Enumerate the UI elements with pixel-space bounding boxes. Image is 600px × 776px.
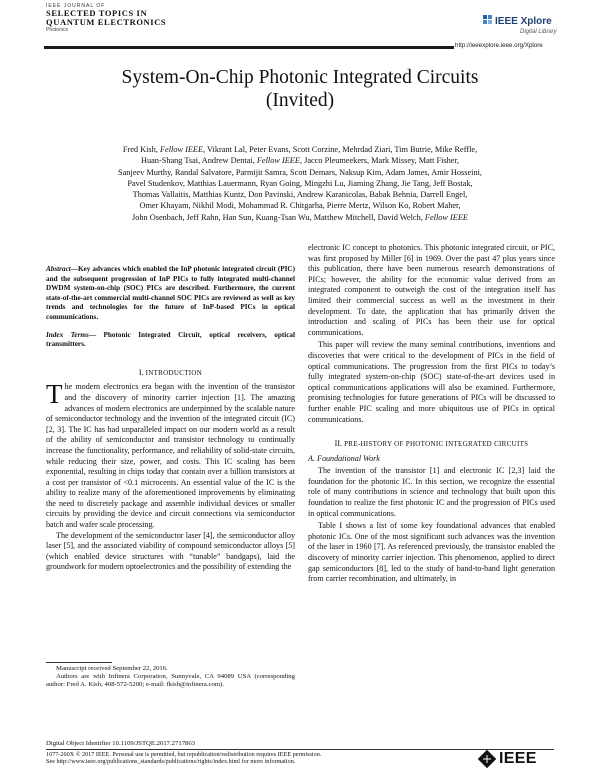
subsection-title: Foundational Work (317, 453, 380, 463)
subsection-heading (308, 454, 555, 465)
journal-name-line1: SELECTED TOPICS IN (46, 8, 148, 18)
author-honorific: Fellow IEEE (256, 156, 300, 166)
subsection-label: A. (308, 453, 315, 463)
ieee-logo-text: IEEE (499, 750, 537, 767)
abstract (46, 265, 295, 323)
drop-cap: T (46, 379, 63, 410)
author-names: Sanjeev Murthy, Randal Salvatore, Parmijit Samra, Scott Demars, Naksup Kim, Adam James, Amir Hosseini, (117, 167, 482, 177)
doi: Digital Object Identifier 10.1109/JSTQE.2017.2717863 (46, 740, 196, 747)
header-rule (44, 46, 454, 49)
section-title: INTRODUCTION (145, 368, 203, 377)
footnote-line-1: Manuscript received September 22, 2016. (56, 665, 168, 672)
author-line (70, 212, 530, 223)
ieee-xplore-logo (482, 12, 562, 40)
author-line (70, 200, 530, 211)
section-number: II. (334, 439, 343, 449)
footnote (46, 665, 295, 690)
author-line (70, 189, 530, 200)
right-paragraph-2: This paper will review the many seminal contributions, inventions and discoveries that were critical to the development of PICs in the field of optical communications. The progression from the first PICs to today’s fully integrated system-on-chip (SOC) state-of-the-art devices used in optical communications applications will also be examined. Furthermore, promising technologies for future generations of PICs will be discussed to further enable PIC scaling and more ubiquitous use of PICs in optical communications. (308, 340, 555, 424)
right-paragraph-1: electronic IC concept to photonics. This photonic integrated circuit, or PIC, was first proposed by Miller [6] in 1969. Over the past 47 plus years since this publication, there have been numerous research demonstrations of PICs; however, the ability for the economic value derived from an integrated component to outweigh the cost of the integration itself has limited their commercial success as well as the investment in their development. To date, the application that has primarily driven the introduction and scaling of PICs has been their use for optical communications. (308, 243, 555, 337)
section-heading-prehistory (308, 439, 555, 450)
index-terms (46, 331, 295, 350)
author-names: Omer Khayam, Nikhil Modi, Mohammad R. Chitgarha, Pierre Mertz, Wilson Ko, Robert Maher, (139, 201, 461, 211)
paper-title (40, 66, 560, 112)
copyright-line-2[interactable]: See http://www.ieee.org/publications_standards/publications/rights/index.html for more information. (46, 758, 296, 766)
abstract-label: Abstract (46, 265, 71, 273)
author-honorific: Fellow IEEE (424, 212, 468, 222)
index-terms-label: Index Terms (46, 330, 89, 339)
author-names: Fred Kish, (122, 145, 160, 154)
journal-tag: IEEE JOURNAL OF (46, 3, 106, 9)
ieee-diamond-icon (478, 750, 496, 768)
author-names: , Jacco Pleumeekers, Mark Missey, Matt Fisher, (299, 156, 459, 166)
author-list (70, 144, 530, 223)
author-line (70, 178, 530, 189)
title-line1: System-On-Chip Photonic Integrated Circuits (121, 67, 479, 88)
author-names: , Vikrant Lal, Peter Evans, Scott Corzine, Mehrdad Ziari, Tim Butrie, Mike Reffle, (203, 145, 478, 154)
title-line2: (Invited) (265, 90, 335, 111)
xplore-brand: IEEE Xplore (495, 16, 552, 27)
footnote-rule (46, 662, 112, 663)
copyright (46, 751, 446, 766)
author-honorific: Fellow IEEE (159, 145, 204, 154)
copyright-line-1: 1077-260X © 2017 IEEE. Personal use is permitted, but republication/redistribution requires IEEE permission. (46, 751, 322, 758)
section-heading-intro (46, 368, 295, 379)
author-names: Pavel Studenkov, Matthias Lauermann, Ryan Going, Mingzhi Lu, Jiaming Zhang, Jie Tang, Jeff Bostak, (127, 178, 473, 188)
author-names: John Osenbach, Jeff Rahn, Han Sun, Kuang-Tsan Wu, Matthew Mitchell, David Welch, (132, 212, 425, 222)
footnote-line-2: Authors are with Infinera Corporation, Sunnyvale, CA 94089 USA (corresponding author: Fred A. Kish; 408-572-5200; e-mail: fkish@infinera.com). (46, 673, 295, 689)
author-line (70, 167, 530, 178)
right-paragraph-4: Table I shows a list of some key foundational advances that enabled photonic ICs. One of the most significant such advances was the invention of the laser in 1960 [7]. As referenced previously, the transistor enabled the discovery of minority carrier injection. This phenomenon, applied to direct gap semiconductors [8], led to the study of band-to-band light generation from carrier recombination, and ultimately, in (308, 521, 555, 584)
author-line (70, 155, 530, 166)
author-line (70, 144, 530, 155)
left-column (46, 263, 295, 573)
ieee-logo (478, 748, 556, 770)
index-terms-text: — Photonic Integrated Circuit, optical receivers, optical transmitters. (46, 330, 295, 349)
intro-paragraph-1-text: he modern electronics era began with the invention of the transistor and the discovery of minority carrier injection [1]. The amazing advances of modern electronics are underpinned by the scalable nature of semiconductor technology and the invention of the integrated circuit (IC) [2, 3]. The IC has had unparalleled impact on our modern world as a result of the ability of semiconductor and transistor technology to continually increase the functionality, performance, and reliability of solid-state circuits, while reducing their size, power, and costs. This IC scaling has been exponential, resulting in chips today that contain over a billion transistors at a cost per transistor of <0.1 microcents. An essential value of the IC is the ability to realize many of the aforementioned improvements by eliminating the need to discretely package and assemble individual devices or smaller circuits by providing the device and circuit connections via semiconductor batch and wafer scale processing. (46, 382, 295, 530)
xplore-logo-graphic (482, 12, 562, 40)
right-paragraph-3: The invention of the transistor [1] and electronic IC [2,3] laid the foundation for the photonic IC. In this section, we recognize the essential role of many contributions in science and technology that built upon this foundation to realize the first photonic IC and the progression of PICs used in optical communications. (308, 466, 555, 518)
xplore-sub: Digital Library (520, 29, 557, 35)
section-title: PRE-HISTORY OF PHOTONIC INTEGRATED CIRCUITS (344, 440, 529, 449)
right-column (308, 243, 555, 585)
author-names: Huan-Shang Tsai, Andrew Dentai, (140, 156, 257, 166)
abstract-text: —Key advances which enabled the InP photonic integrated circuit (PIC) and the subsequent progression of InP PICs to fully integrated multi-channel DWDM system-on-chip (SOC) PICs are described. Furthermore, the current state-of-the-art commercial multi-channel SOC PICs are reviewed as well as key trends and technologies for the future of InP-based PICs in optical communications. (46, 265, 295, 321)
intro-paragraph-1 (46, 379, 295, 530)
publisher-small: Photonics (46, 27, 68, 33)
author-names: Thomas Vallaitis, Matthias Kuntz, Don Pavinski, Andrew Karanicolas, Babak Behnia, Darrell Engel, (132, 190, 468, 200)
header-url[interactable]: http://ieeexplore.ieee.org/Xplore (455, 42, 543, 49)
journal-masthead (46, 3, 196, 33)
intro-paragraph-2: The development of the semiconductor laser [4], the semiconductor alloy laser [5], and the associated viability of compound semiconductor alloys [5] (which enabled device structures with “tunable” bandgaps), laid the groundwork for modern optoelectronics and the possibility of extending the (46, 530, 295, 572)
section-number: I. (138, 367, 144, 377)
journal-name-line2: QUANTUM ELECTRONICS (46, 16, 167, 27)
